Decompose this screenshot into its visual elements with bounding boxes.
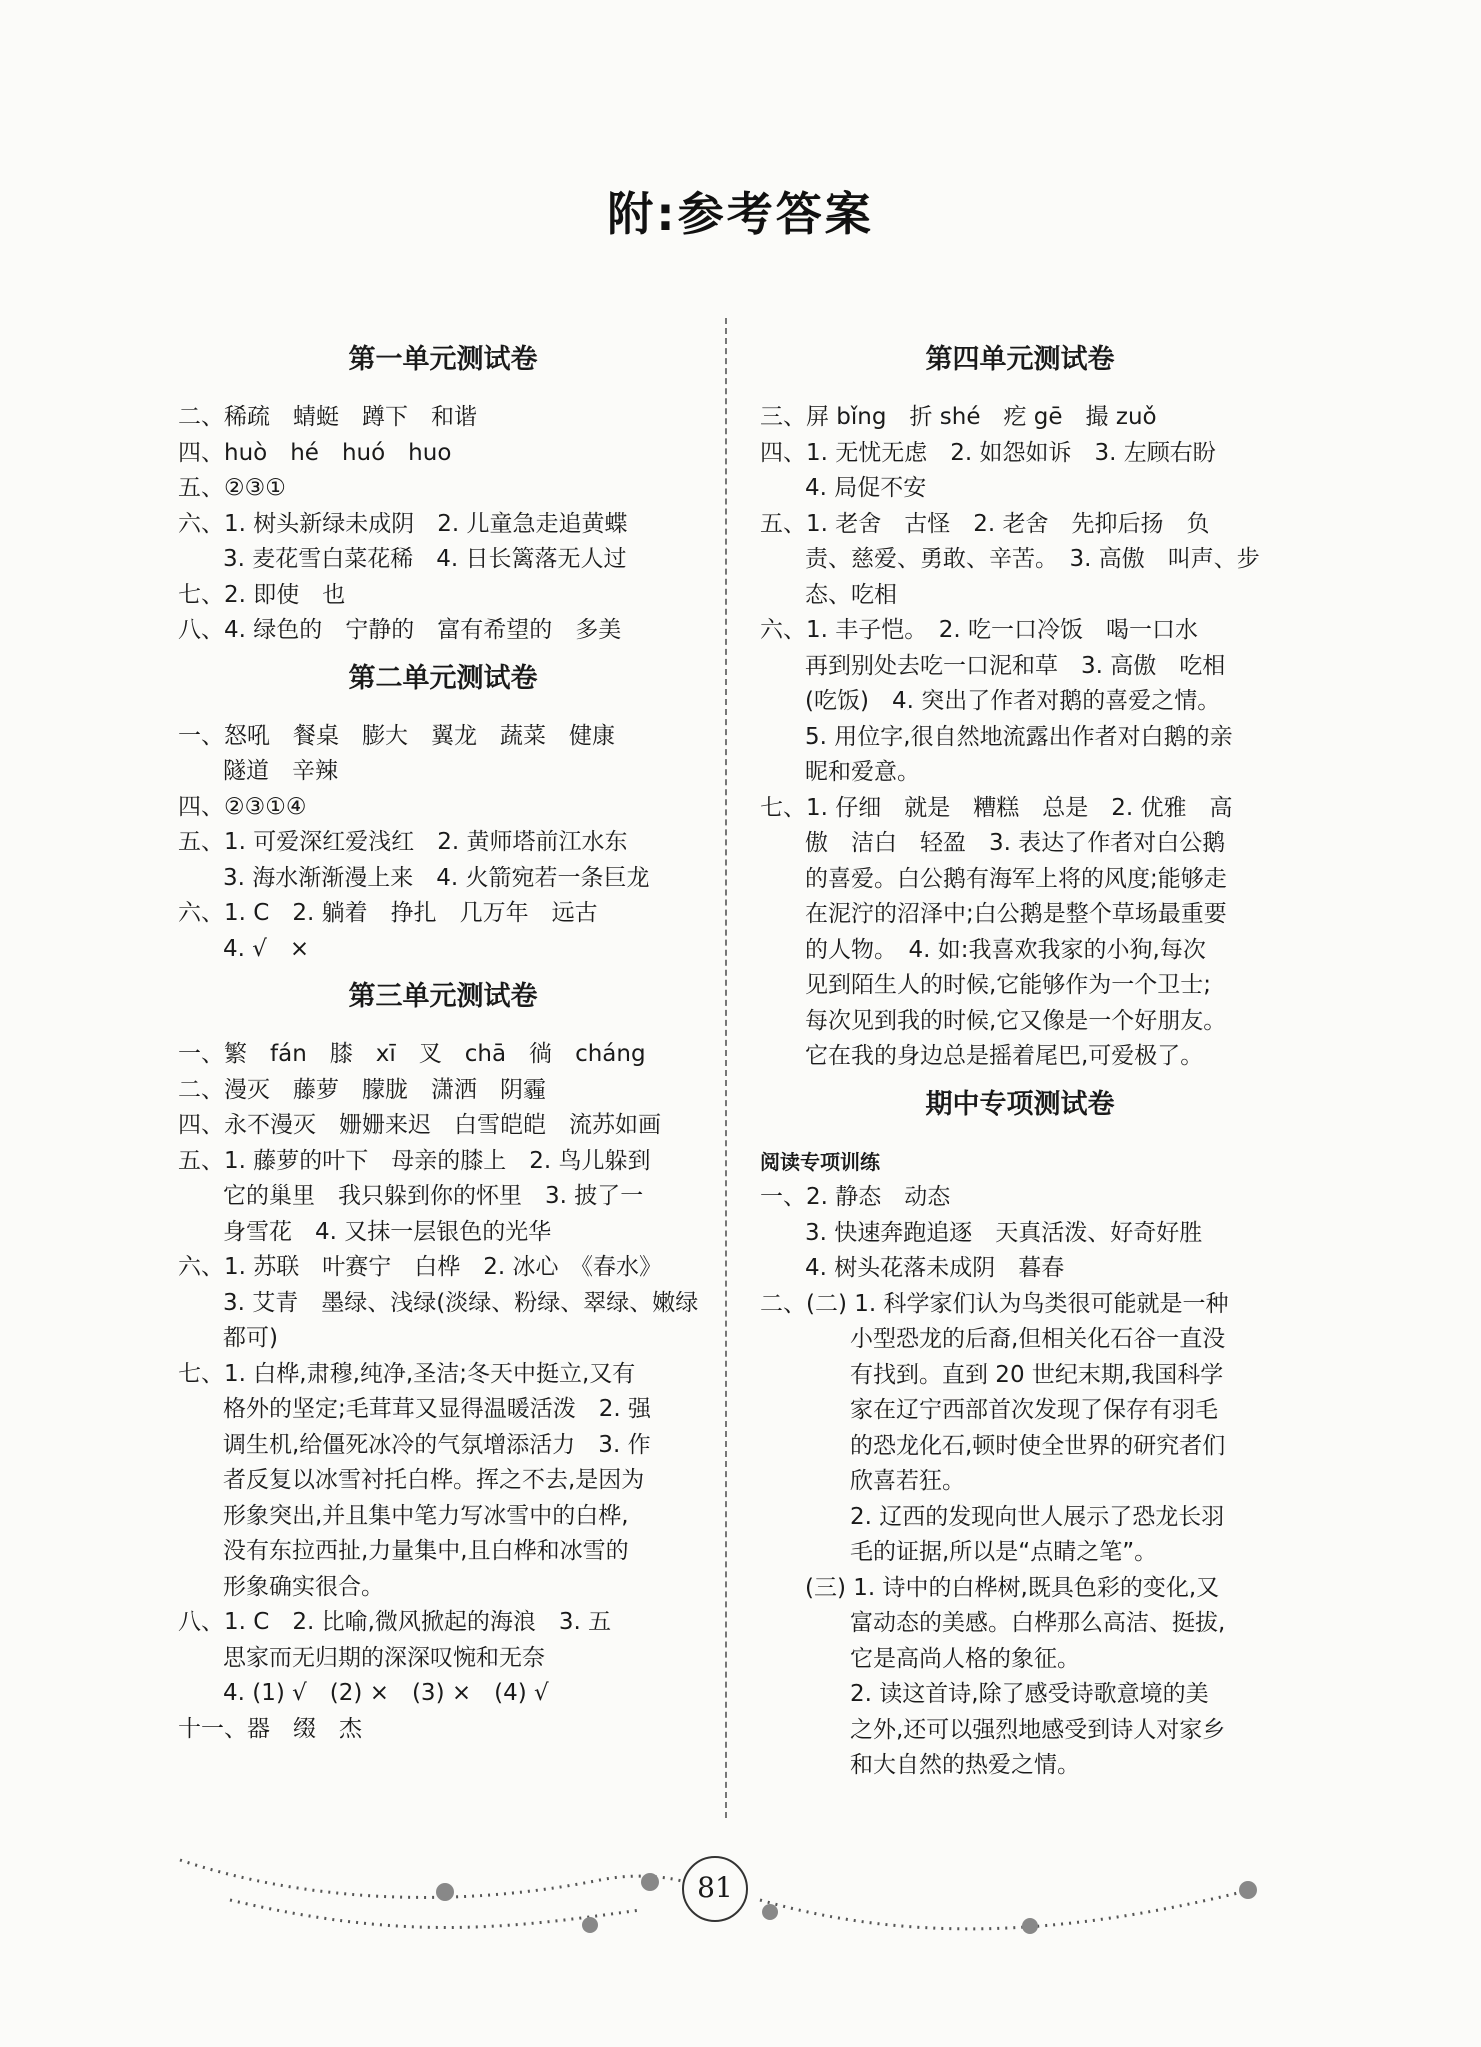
- answer-line: 隧道 辛辣: [223, 758, 338, 784]
- answer-line: 形象确实很合。: [223, 1573, 384, 1600]
- answer-line: 它在我的身边总是摇着尾巴,可爱极了。: [805, 1043, 1204, 1069]
- answer-line: 都可): [223, 1325, 278, 1351]
- answer-line: 形象突出,并且集中笔力写冰雪中的白桦,: [223, 1502, 629, 1529]
- answer-line: 思家而无归期的深深叹惋和无奈: [223, 1644, 545, 1671]
- answer-line: 在泥泞的沼泽中;白公鹅是整个草场最重要: [805, 901, 1227, 927]
- answer-line: 二、(二) 1. 科学家们认为鸟类很可能就是一种: [760, 1290, 1229, 1317]
- answer-line: 五、1. 可爱深红爱浅红 2. 黄师塔前江水东: [178, 829, 628, 855]
- answer-line: 再到别处去吃一口泥和草 3. 高傲 吃相: [805, 652, 1226, 679]
- answer-line: 六、1. 苏联 叶赛宁 白桦 2. 冰心 《春水》: [178, 1254, 663, 1280]
- answer-line: 它的巢里 我只躲到你的怀里 3. 披了一: [223, 1183, 644, 1209]
- answer-line: 3. 快速奔跑追逐 天真活泼、好奇好胜: [805, 1219, 1203, 1246]
- answer-line: 七、2. 即使 也: [178, 581, 346, 608]
- answer-line: 和大自然的热爱之情。: [850, 1752, 1080, 1778]
- answer-line: 4. (1) √ (2) × (3) × (4) √: [223, 1680, 549, 1706]
- answer-line: 四、永不漫灭 姗姗来迟 白雪皑皑 流苏如画: [178, 1112, 661, 1138]
- answer-line: (三) 1. 诗中的白桦树,既具色彩的变化,又: [805, 1574, 1220, 1601]
- answer-line: 有找到。直到 20 世纪末期,我国科学: [850, 1361, 1224, 1388]
- answer-line: 欣喜若狂。: [850, 1468, 965, 1494]
- answer-line: 五、1. 藤萝的叶下 母亲的膝上 2. 鸟儿躲到: [178, 1147, 651, 1174]
- answer-line: 调生机,给僵死冰冷的气氛增添活力 3. 作: [223, 1431, 651, 1458]
- answer-line: 4. 局促不安: [805, 475, 927, 501]
- answer-line: 5. 用位字,很自然地流露出作者对白鹅的亲: [805, 723, 1233, 750]
- answer-line: 2. 辽西的发现向世人展示了恐龙长羽: [850, 1503, 1225, 1530]
- column-divider: [725, 318, 727, 1818]
- answer-line: 家在辽宁西部首次发现了保存有羽毛: [850, 1397, 1218, 1423]
- answer-line: 八、4. 绿色的 宁静的 富有希望的 多美: [178, 617, 622, 643]
- answer-line: 的喜爱。白公鹅有海军上将的风度;能够走: [805, 865, 1227, 892]
- answer-line: 之外,还可以强烈地感受到诗人对家乡: [850, 1716, 1226, 1743]
- answer-line: 七、1. 仔细 就是 糟糕 总是 2. 优雅 高: [760, 794, 1233, 821]
- answer-line: 责、慈爱、勇敢、辛苦。 3. 高傲 叫声、步: [805, 546, 1260, 572]
- answer-line: 六、1. 树头新绿未成阴 2. 儿童急走追黄蝶: [178, 510, 628, 537]
- page-title: 附:参考答案: [607, 187, 874, 241]
- answer-line: 格外的坚定;毛茸茸又显得温暖活泼 2. 强: [223, 1396, 652, 1422]
- answer-line: 四、huò hé huó huo: [178, 439, 452, 466]
- answer-line: 二、漫灭 藤萝 朦胧 潇洒 阴霾: [178, 1076, 546, 1103]
- right-column: [760, 330, 1280, 1784]
- section-heading: 第三单元测试卷: [348, 981, 538, 1012]
- answer-line: 3. 麦花雪白菜花稀 4. 日长篱落无人过: [223, 546, 627, 572]
- answer-line: 态、吃相: [805, 581, 897, 608]
- answer-line: 六、1. C 2. 躺着 挣扎 几万年 远古: [178, 900, 598, 926]
- answer-line: 的恐龙化石,顿时使全世界的研究者们: [850, 1432, 1226, 1459]
- answer-line: 毛的证据,所以是“点睛之笔”。: [850, 1539, 1158, 1565]
- answer-line: 一、2. 静态 动态: [760, 1184, 951, 1210]
- answer-line: 没有东拉西扯,力量集中,且白桦和冰雪的: [223, 1538, 629, 1564]
- answer-line: 七、1. 白桦,肃穆,纯净,圣洁;冬天中挺立,又有: [178, 1360, 636, 1387]
- answer-line: 者反复以冰雪衬托白桦。挥之不去,是因为: [223, 1467, 645, 1493]
- answer-line: 小型恐龙的后裔,但相关化石谷一直没: [850, 1326, 1226, 1352]
- answer-line: 富动态的美感。白桦那么高洁、挺拔,: [850, 1610, 1226, 1636]
- answer-line: 4. √ ×: [223, 935, 310, 962]
- answer-line: 它是高尚人格的象征。: [850, 1645, 1080, 1672]
- section-heading: 第一单元测试卷: [348, 344, 538, 375]
- left-column: [178, 330, 708, 1747]
- answer-line: 一、繁 fán 膝 xī 叉 chā 徜 cháng: [178, 1041, 646, 1067]
- answer-line: 八、1. C 2. 比喻,微风掀起的海浪 3. 五: [178, 1609, 612, 1635]
- answer-line: 二、稀疏 蜻蜓 蹲下 和谐: [178, 404, 477, 430]
- answer-line: 傲 洁白 轻盈 3. 表达了作者对白公鹅: [805, 830, 1226, 856]
- answer-line: 身雪花 4. 又抹一层银色的光华: [223, 1218, 552, 1245]
- section-heading: 第四单元测试卷: [925, 344, 1115, 375]
- answer-line: 四、1. 无忧无虑 2. 如怨如诉 3. 左顾右盼: [760, 439, 1216, 466]
- answer-line: 3. 海水渐渐漫上来 4. 火箭宛若一条巨龙: [223, 864, 650, 891]
- answer-line: 昵和爱意。: [805, 759, 920, 785]
- section-heading: 第二单元测试卷: [348, 662, 538, 694]
- answer-line: 2. 读这首诗,除了感受诗歌意境的美: [850, 1681, 1209, 1707]
- answer-line: 一、怒吼 餐桌 膨大 翼龙 蔬菜 健康: [178, 722, 615, 749]
- answer-line: 每次见到我的时候,它又像是一个好朋友。: [805, 1007, 1227, 1034]
- answer-line: 五、1. 老舍 古怪 2. 老舍 先抑后扬 负: [760, 510, 1210, 537]
- answer-line: 六、1. 丰子恺。 2. 吃一口冷饭 喝一口水: [760, 617, 1199, 643]
- answer-line: 的人物。 4. 如:我喜欢我家的小狗,每次: [805, 936, 1206, 963]
- answer-line: 五、②③①: [178, 475, 286, 501]
- section-subheading: 阅读专项训练: [760, 1149, 880, 1174]
- section-heading: 期中专项测试卷: [925, 1088, 1115, 1120]
- answer-line: 4. 树头花落未成阴 暮春: [805, 1255, 1065, 1281]
- answer-line: 见到陌生人的时候,它能够作为一个卫士;: [805, 972, 1212, 998]
- answer-line: (吃饭) 4. 突出了作者对鹅的喜爱之情。: [805, 688, 1221, 714]
- page-number: 81: [682, 1856, 748, 1922]
- answer-line: 3. 艾青 墨绿、浅绿(淡绿、粉绿、翠绿、嫩绿: [223, 1289, 699, 1316]
- answer-line: 三、屏 bǐng 折 shé 疙 gē 撮 zuǒ: [760, 404, 1157, 430]
- answer-line: 十一、器 缀 杰: [178, 1715, 362, 1742]
- answer-line: 四、②③①④: [178, 793, 307, 820]
